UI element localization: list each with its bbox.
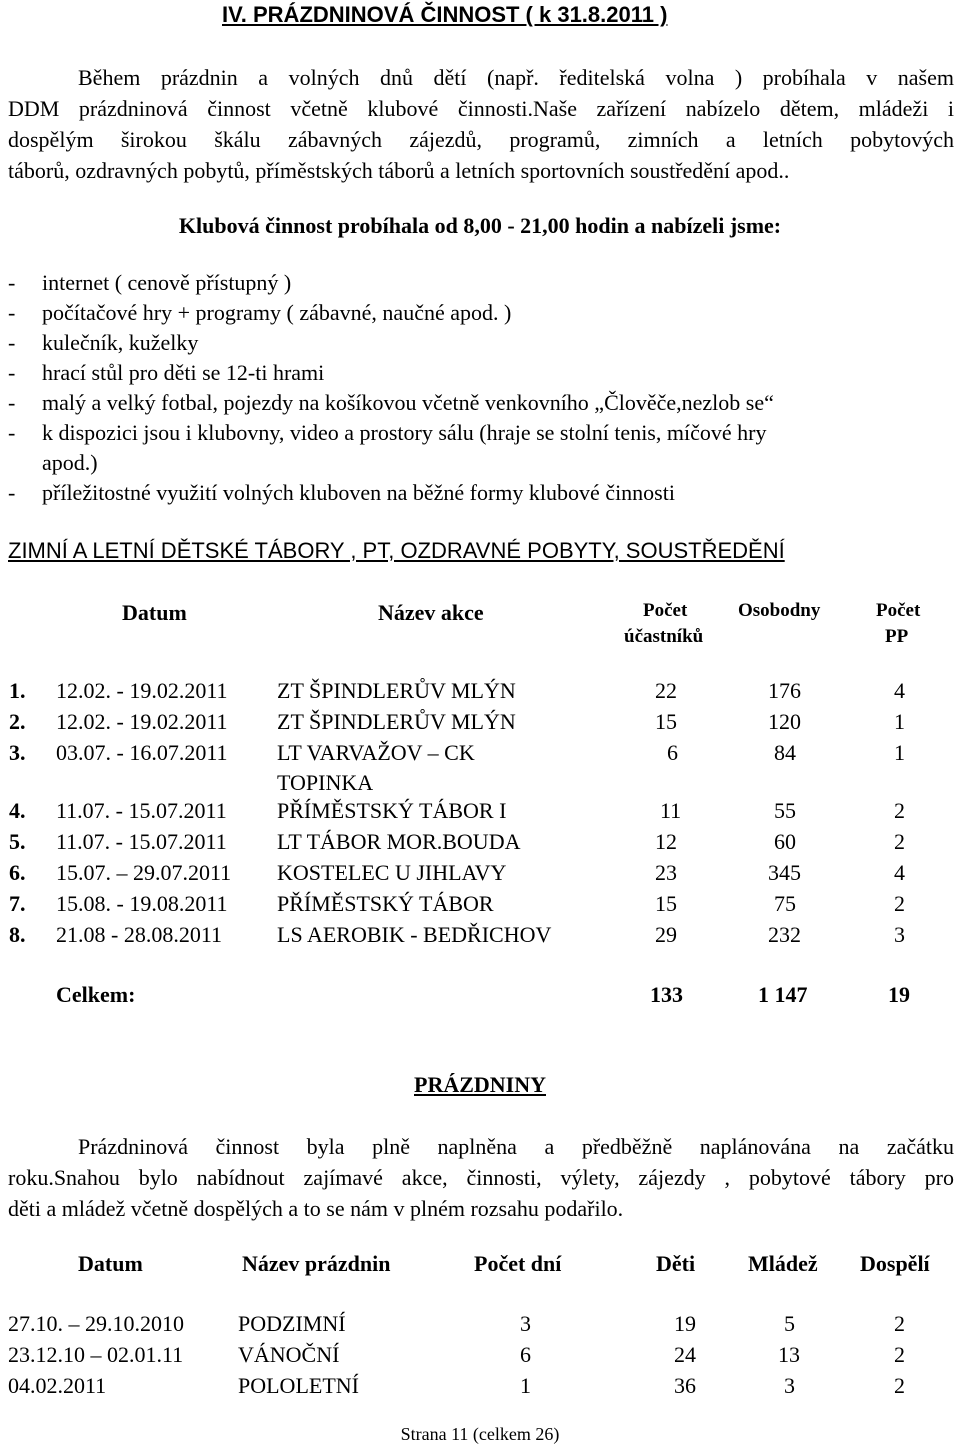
- table-row: 23.12.10 – 02.01.11 VÁNOČNÍ 6 24 13 2: [8, 1342, 905, 1367]
- table-row: 8. 21.08 - 28.08.2011 LS AEROBIK - BEDŘICHOV 29 232 3: [9, 922, 905, 947]
- holidays-paragraph: [8, 1131, 954, 1224]
- camps-table-body: [0, 678, 960, 978]
- table-row: 1. 12.02. - 19.02.2011 ZT ŠPINDLERŮV MLÝN 22 176 4: [9, 678, 905, 703]
- page-footer: Strana 11 (celkem 26): [400, 1424, 560, 1444]
- holidays-title: PRÁZDNINY: [414, 1072, 546, 1097]
- holidays-line: děti a mládež včetně dospělých a to se nám v plném rozsahu podařilo.: [8, 1196, 624, 1221]
- list-item-continuation: apod.): [42, 450, 98, 475]
- table-row: 7. 15.08. - 19.08.2011 PŘÍMĚSTSKÝ TÁBOR 15 75 2: [9, 891, 905, 916]
- table-row: 04.02.2011 POLOLETNÍ 1 36 3 2: [8, 1373, 905, 1398]
- header-pocet-dni: Počet dní: [474, 1251, 562, 1276]
- total-participants: 133: [650, 982, 683, 1007]
- list-item: - internet ( cenově přístupný ): [8, 270, 292, 295]
- holidays-table-header: [0, 1251, 960, 1281]
- page-heading: IV. PRÁZDNINOVÁ ČINNOST ( k 31.8.2011 ): [222, 2, 668, 27]
- header-pocet-pp-1: Počet: [876, 600, 921, 621]
- intro-paragraph: [8, 62, 954, 186]
- list-item: - počítačové hry + programy ( zábavné, naučné apod. ): [8, 300, 512, 325]
- list-item: - příležitostné využití volných kluboven na běžné formy klubové činnosti: [8, 480, 675, 505]
- holidays-line: roku.Snahou bylo nabídnout zajímavé akce, činnosti, výlety, zájezdy , pobytové tábory pro: [8, 1165, 954, 1190]
- camps-title: ZIMNÍ A LETNÍ DĚTSKÉ TÁBORY , PT, OZDRAVNÉ POBYTY, SOUSTŘEDĚNÍ: [8, 538, 785, 563]
- header-dospeli: Dospělí: [860, 1251, 930, 1276]
- table-row: 27.10. – 29.10.2010 PODZIMNÍ 3 19 5 2: [8, 1311, 905, 1336]
- table-row: 2. 12.02. - 19.02.2011 ZT ŠPINDLERŮV MLÝN 15 120 1: [9, 709, 905, 734]
- header-nazev: Název akce: [378, 600, 484, 625]
- list-item: - kulečník, kuželky: [8, 330, 199, 355]
- total-persondays: 1 147: [758, 982, 808, 1007]
- table-row: 5. 11.07. - 15.07.2011 LT TÁBOR MOR.BOUDA 12 60 2: [9, 829, 905, 854]
- total-pp: 19: [888, 982, 910, 1007]
- list-item: - hrací stůl pro děti se 12-ti hrami: [8, 360, 325, 385]
- header-pocet-ucastniku-2: účastníků: [624, 626, 704, 647]
- intro-line: Během prázdnin a volných dnů dětí (např. ředitelská volna ) probíhala v našem: [78, 65, 954, 90]
- header-datum: Datum: [78, 1251, 143, 1276]
- list-item: - k dispozici jsou i klubovny, video a prostory sálu (hraje se stolní tenis, míčové hry: [8, 420, 767, 445]
- table-row: 3. 03.07. - 16.07.2011 LT VARVAŽOV – CK TOPINKA 6 84 1: [9, 740, 905, 795]
- header-pocet-ucastniku-1: Počet: [643, 600, 688, 621]
- intro-line: dospělým širokou škálu zábavných zájezdů, programů, zimních a letních pobytových: [8, 127, 954, 152]
- intro-line: DDM prázdninová činnost včetně klubové činnosti.Naše zařízení nabízelo dětem, mládeži i: [8, 96, 954, 121]
- header-mladez: Mládež: [748, 1251, 818, 1276]
- club-heading: Klubová činnost probíhala od 8,00 - 21,00 hodin a nabízeli jsme:: [178, 213, 782, 238]
- total-label: Celkem:: [56, 982, 136, 1007]
- holidays-line: Prázdninová činnost byla plně naplněna a předběžně naplánována na začátku: [78, 1134, 954, 1159]
- list-item: - malý a velký fotbal, pojezdy na košíkovou včetně venkovního „Člověče,nezlob se“: [8, 390, 774, 415]
- header-osobodny: Osobodny: [738, 600, 821, 621]
- header-pocet-pp-2: PP: [885, 626, 909, 647]
- club-list: [8, 268, 774, 508]
- camps-total-row: [0, 982, 960, 1012]
- table-row: 4. 11.07. - 15.07.2011 PŘÍMĚSTSKÝ TÁBOR I 11 55 2: [9, 798, 905, 823]
- header-datum: Datum: [122, 600, 187, 625]
- camps-table-header: [0, 600, 960, 660]
- table-row: 6. 15.07. – 29.07.2011 KOSTELEC U JIHLAVY 23 345 4: [9, 860, 905, 885]
- intro-line: táborů, ozdravných pobytů, příměstských táborů a letních sportovních soustředění apod..: [8, 158, 790, 183]
- header-nazev-prazdnin: Název prázdnin: [242, 1251, 391, 1276]
- header-deti: Děti: [656, 1251, 696, 1276]
